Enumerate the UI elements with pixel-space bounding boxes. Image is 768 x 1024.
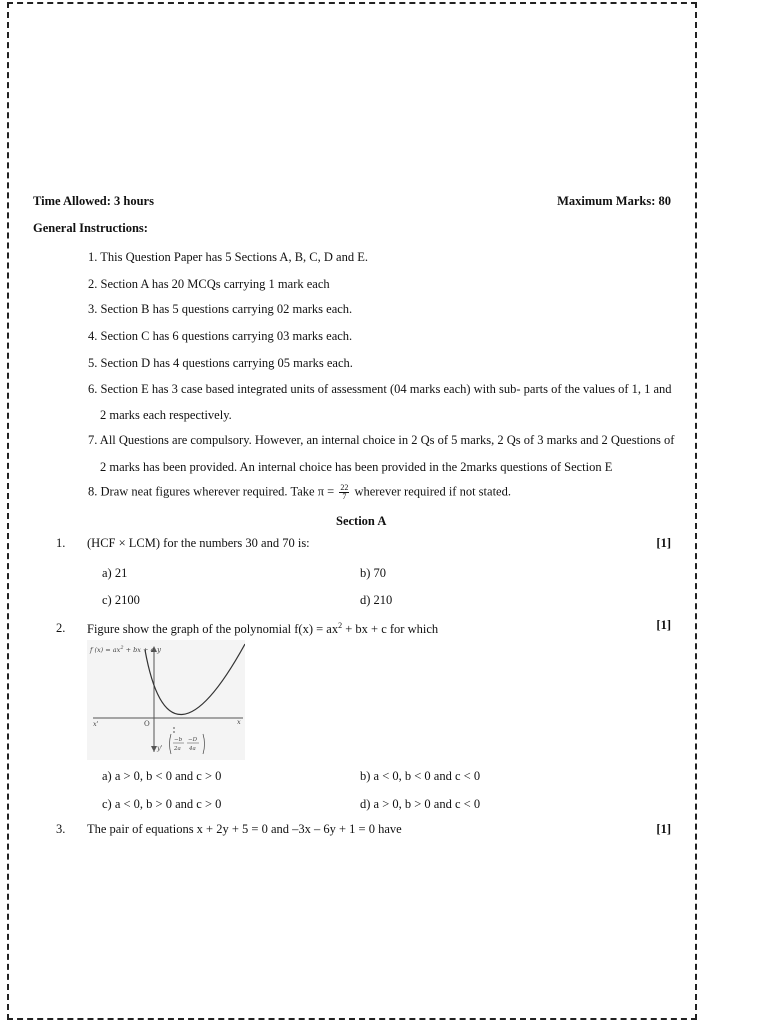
page-border bbox=[7, 2, 697, 1020]
instruction-5: 5. Section D has 4 questions carrying 05 marks each. bbox=[88, 356, 353, 370]
q3-text: The pair of equations x + 2y + 5 = 0 and –3x – 6y + 1 = 0 have bbox=[87, 822, 402, 836]
instruction-7-cont: 2 marks has been provided. An internal choice has been provided in the 2marks questions of Section E bbox=[100, 460, 613, 474]
vertex-num2: −D bbox=[188, 737, 198, 743]
q2-option-b: b) a < 0, b < 0 and c < 0 bbox=[360, 769, 481, 783]
vertex-den1: 2a bbox=[174, 746, 181, 752]
graph-origin-label: O bbox=[144, 720, 150, 728]
vertex-num1: −b bbox=[174, 737, 183, 743]
q2-text-before: Figure show the graph of the polynomial f(x) = ax bbox=[87, 622, 339, 637]
instruction-6-cont: 2 marks each respectively. bbox=[100, 408, 232, 422]
graph-x-label: x bbox=[237, 718, 241, 726]
vertex-den2: 4a bbox=[189, 746, 196, 752]
instruction-1: 1. This Question Paper has 5 Sections A, B, C, D and E. bbox=[88, 250, 368, 264]
instruction-8 bbox=[88, 484, 511, 501]
instruction-6: 6. Section E has 3 case based integrated units of assessment (04 marks each) with sub- parts of the values of 1, 1 and bbox=[88, 382, 672, 396]
pi-fraction-den: 7 bbox=[342, 492, 347, 501]
parabola-graph-svg bbox=[87, 640, 245, 760]
q3-number: 3. bbox=[56, 822, 66, 836]
q1-option-b: b) 70 bbox=[360, 566, 387, 580]
q1-text: (HCF × LCM) for the numbers 30 and 70 is: bbox=[87, 536, 310, 550]
instruction-7: 7. All Questions are compulsory. However, an internal choice in 2 Qs of 5 marks, 2 Qs of 3 marks and 2 Questions of bbox=[88, 433, 675, 447]
q2-option-d: d) a > 0, b > 0 and c < 0 bbox=[360, 797, 481, 811]
instruction-2: 2. Section A has 20 MCQs carrying 1 mark each bbox=[88, 277, 330, 291]
vertex-paren-right bbox=[203, 734, 205, 754]
q2-option-a: a) a > 0, b < 0 and c > 0 bbox=[102, 769, 222, 783]
pi-fraction-num: 22 bbox=[340, 483, 349, 492]
maximum-marks: Maximum Marks: 80 bbox=[557, 194, 671, 208]
parabola-graph bbox=[87, 640, 245, 760]
graph-y-label: y bbox=[157, 646, 161, 654]
q3-marks: [1] bbox=[656, 822, 671, 836]
q2-text bbox=[87, 621, 438, 637]
q1-option-d: d) 210 bbox=[360, 593, 393, 607]
instruction-4: 4. Section C has 6 questions carrying 03 marks each. bbox=[88, 329, 353, 343]
graph-function-label: f $(x) = ax^2$ + bx + c bbox=[90, 645, 155, 654]
graph-xprime-label: x' bbox=[93, 720, 99, 728]
instruction-3: 3. Section B has 5 questions carrying 02 marks each. bbox=[88, 302, 353, 316]
general-instructions-heading: General Instructions: bbox=[33, 221, 148, 235]
q2-text-after: + bx + c for which bbox=[342, 622, 439, 637]
q1-option-c: c) 2100 bbox=[102, 593, 140, 607]
instruction-8-after: wherever required if not stated. bbox=[354, 484, 511, 499]
parabola-curve bbox=[145, 644, 245, 715]
q1-option-a: a) 21 bbox=[102, 566, 128, 580]
q1-marks: [1] bbox=[656, 536, 671, 550]
graph-yprime-label: y' bbox=[157, 744, 163, 752]
instruction-8-before: 8. Draw neat figures wherever required. Take π = bbox=[88, 484, 335, 499]
vertex-paren-left bbox=[170, 734, 172, 754]
q2-number: 2. bbox=[56, 621, 66, 635]
q2-option-c: c) a < 0, b > 0 and c > 0 bbox=[102, 797, 222, 811]
time-allowed: Time Allowed: 3 hours bbox=[33, 194, 154, 208]
section-title: Section A bbox=[336, 514, 387, 528]
q2-marks: [1] bbox=[656, 618, 671, 632]
pi-fraction bbox=[339, 484, 349, 501]
q1-number: 1. bbox=[56, 536, 66, 550]
q2-text-sup: 2 bbox=[338, 621, 343, 630]
